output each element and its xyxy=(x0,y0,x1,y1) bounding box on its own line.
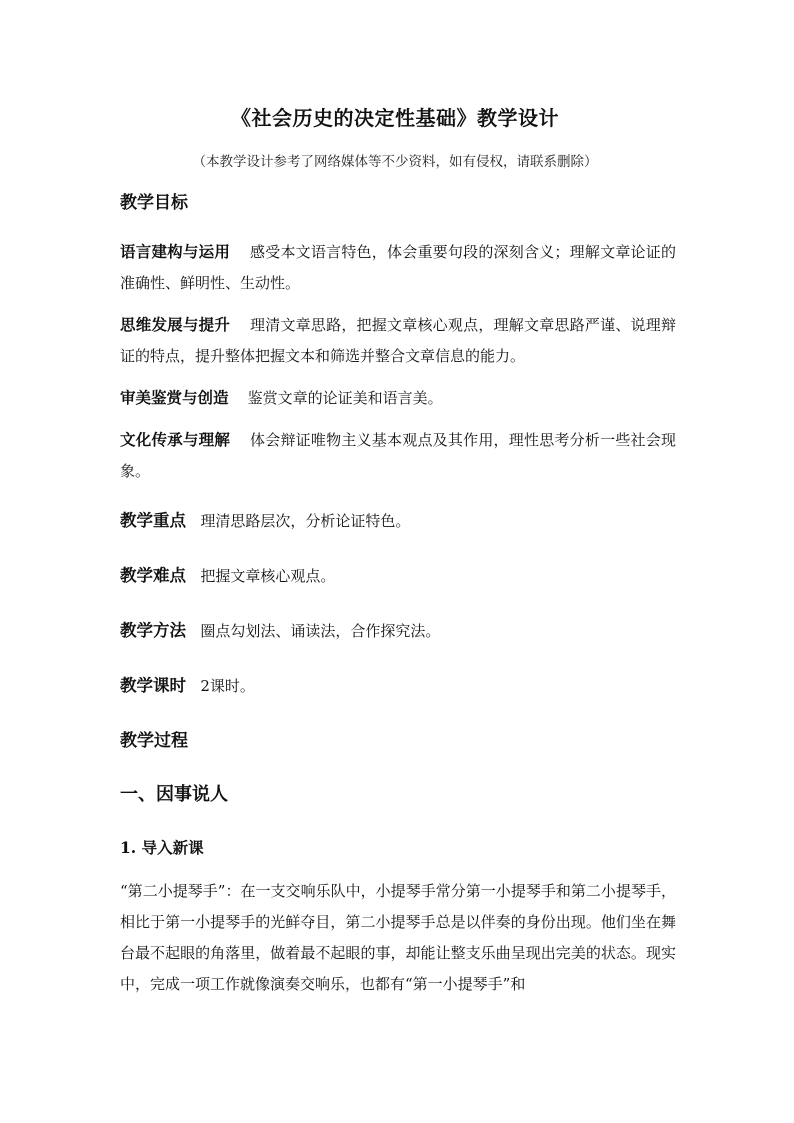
document-title: 《社会历史的决定性基础》教学设计 xyxy=(231,106,559,130)
goal-label: 文化传承与理解 xyxy=(120,430,231,449)
goal-label: 语言建构与运用 xyxy=(120,242,231,261)
item-label: 教学课时 xyxy=(120,676,186,695)
subsection-heading: 1. 导入新课 xyxy=(120,838,204,857)
goal-label: 思维发展与提升 xyxy=(120,315,231,334)
item-label: 教学重点 xyxy=(120,511,186,530)
teaching-difficulty xyxy=(120,564,676,588)
goal-label: 审美鉴赏与创造 xyxy=(120,388,229,407)
goal-text: 理清文章思路，把握文章核心观点，理解文章思路严谨、说理辩证的特点，提升整体把握文本和筛选并整合文章信息的能力。 xyxy=(120,316,676,365)
document-subtitle: （本教学设计参考了网络媒体等不少资料，如有侵权，请联系删除） xyxy=(192,154,598,170)
goal-text: 感受本文语言特色，体会重要句段的深刻含义；理解文章论证的准确性、鲜明性、生动性。 xyxy=(120,243,676,292)
item-text: 2课时。 xyxy=(200,677,255,695)
teaching-focus xyxy=(120,509,676,533)
document-body xyxy=(120,104,676,1000)
teaching-hours xyxy=(120,674,676,698)
item-text: 把握文章核心观点。 xyxy=(200,567,336,585)
goals-heading: 教学目标 xyxy=(120,193,188,213)
goal-paragraph xyxy=(120,424,676,487)
teaching-method xyxy=(120,619,676,643)
item-text: 理清思路层次，分析论证特色。 xyxy=(200,512,411,530)
item-label: 教学难点 xyxy=(120,566,186,585)
item-label: 教学方法 xyxy=(120,621,186,640)
goal-text: 体会辩证唯物主义基本观点及其作用，理性思考分析一些社会现象。 xyxy=(120,431,676,480)
process-heading: 教学过程 xyxy=(120,731,188,751)
item-text: 圈点勾划法、诵读法，合作探究法。 xyxy=(200,622,441,640)
goal-paragraph xyxy=(120,382,676,414)
goal-paragraph xyxy=(120,309,676,372)
goal-text: 鉴赏文章的论证美和语言美。 xyxy=(247,389,443,407)
goal-paragraph xyxy=(120,236,676,299)
body-paragraph: “第二小提琴手”：在一支交响乐队中，小提琴手常分第一小提琴手和第二小提琴手，相比于第一小提琴手的光鲜夺目，第二小提琴手总是以伴奏的身份出现。他们坐在舞台最不起眼的角落里，做着最不起眼的事，却能让整支乐曲呈现出完美的状态。现实中，完成一项工作就像演奏交响乐，也都有“第一小提琴手”和 xyxy=(120,882,676,993)
section-heading: 一、因事说人 xyxy=(120,784,228,805)
